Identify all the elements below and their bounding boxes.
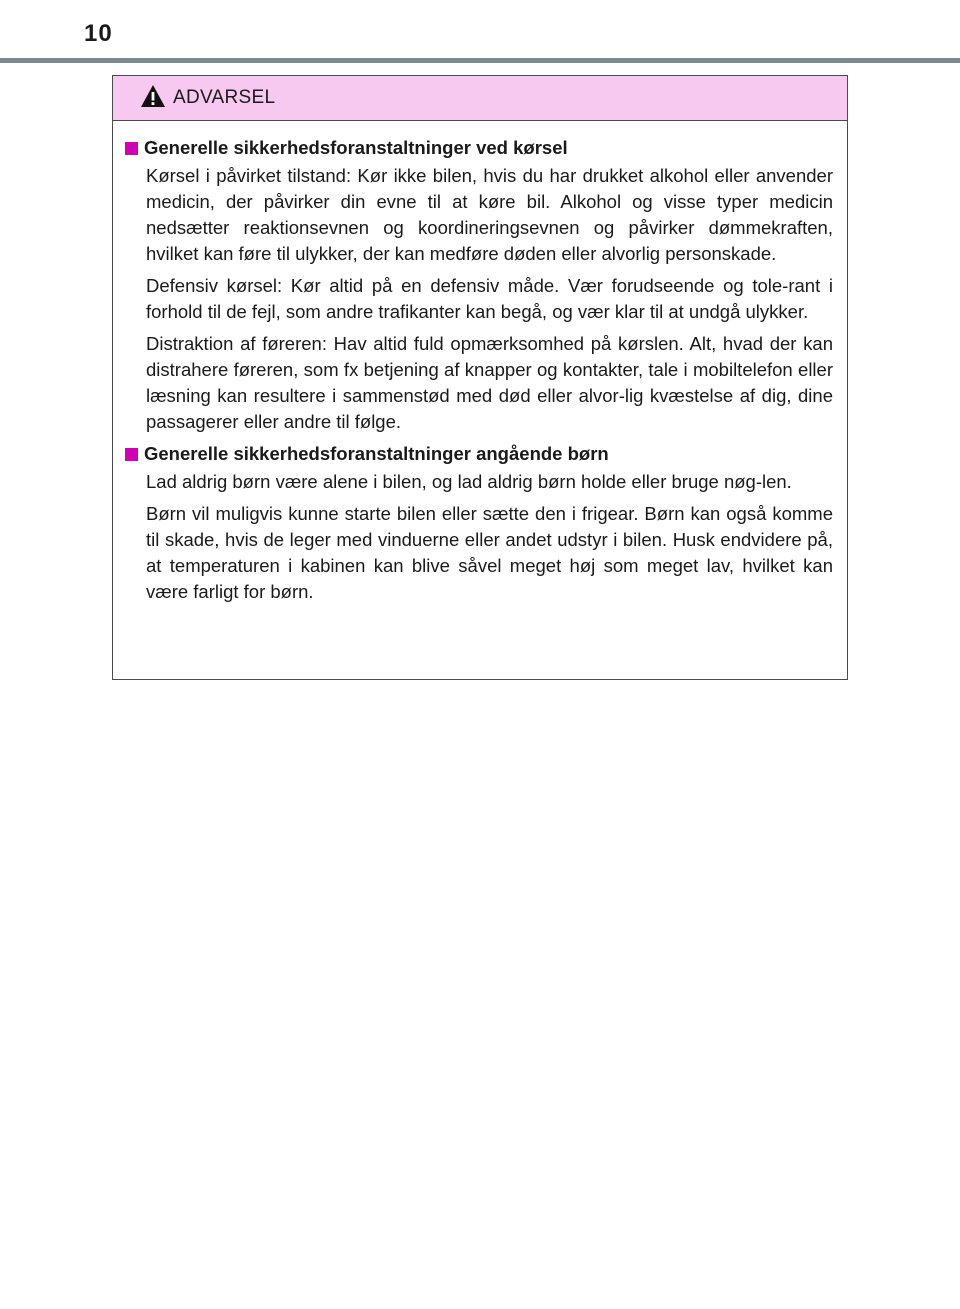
warning-triangle-icon <box>140 84 166 108</box>
warning-box <box>112 75 848 680</box>
warning-header <box>113 76 847 121</box>
paragraph: Defensiv kørsel: Kør altid på en defensiv måde. Vær forudseende og tole-rant i forhold til de fejl, som andre trafikanter kan begå, og vær klar til at undgå ulykker. <box>146 275 833 322</box>
paragraph: Lad aldrig børn være alene i bilen, og lad aldrig børn holde eller bruge nøg-len. <box>146 471 792 492</box>
section-driving <box>125 135 833 435</box>
section-heading-text: Generelle sikkerhedsforanstaltninger angående børn <box>144 443 609 464</box>
section-heading-text: Generelle sikkerhedsforanstaltninger ved kørsel <box>144 137 568 158</box>
section-children <box>125 441 833 605</box>
bullet-square-icon <box>125 448 138 461</box>
paragraph: Børn vil muligvis kunne starte bilen eller sætte den i frigear. Børn kan også komme til skade, hvis de leger med vinduerne eller andet udstyr i bilen. Husk endvidere på, at temperaturen i kabinen kan blive såvel meget høj som meget lav, hvilket kan være farligt for børn. <box>146 503 833 602</box>
header-rule <box>0 58 960 63</box>
section-heading <box>125 135 833 161</box>
warning-body <box>113 121 847 605</box>
bullet-square-icon <box>125 142 138 155</box>
page-number: 10 <box>84 20 113 47</box>
section-heading <box>125 441 833 467</box>
warning-title: ADVARSEL <box>173 87 276 108</box>
paragraph: Kørsel i påvirket tilstand: Kør ikke bilen, hvis du har drukket alkohol eller anvender medicin, der påvirker din evne til at køre bil. Alkohol og visse typer medicin nedsætter reaktionsevnen og koordineringsevnen og påvirker dømmekraften, hvilket kan føre til ulykker, der kan medføre døden eller alvorlig personskade. <box>146 165 833 264</box>
paragraph: Distraktion af føreren: Hav altid fuld opmærksomhed på kørslen. Alt, hvad der kan distrahere føreren, som fx betjening af knapper og kontakter, tale i mobiltelefon eller læsning kan resultere i sammenstød med død eller alvor-lig kvæstelse af dig, dine passagerer eller andre til følge. <box>146 333 833 432</box>
